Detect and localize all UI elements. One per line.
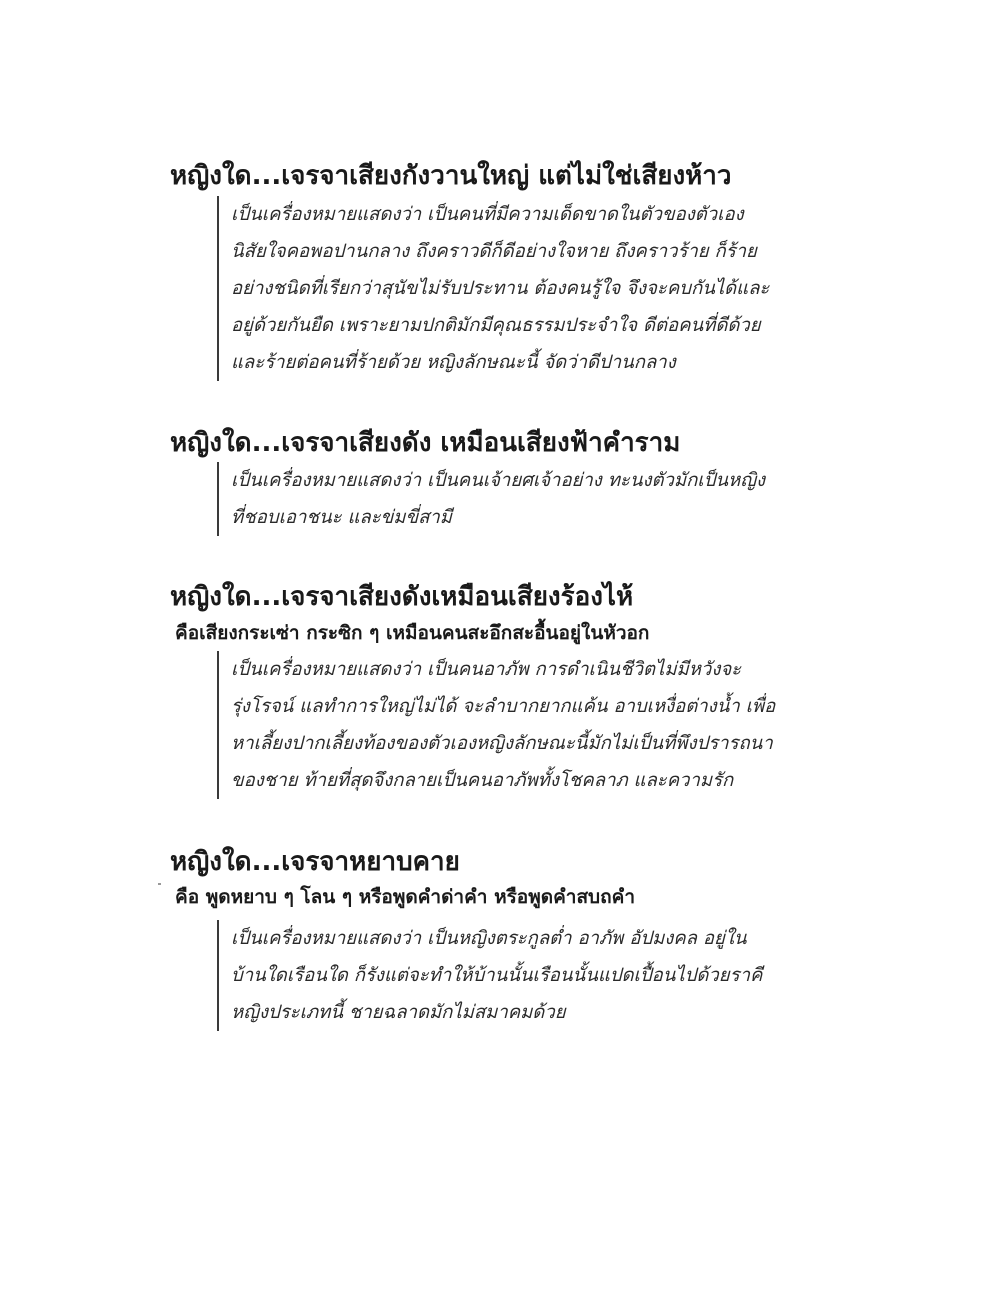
section-heading: หญิงใด...เจรจาหยาบคาย [170,847,460,877]
description-line: อยู่ด้วยกันยืด เพราะยามปกติมักมีคุณธรรมประจำใจ ดีต่อคนที่ดีด้วย [231,315,761,336]
section-description [217,651,775,799]
section-description [217,462,765,536]
description-line: เป็นเครื่องหมายแสดงว่า เป็นคนอาภัพ การดำเนินชีวิตไม่มีหวังจะ [231,659,742,680]
description-line: ที่ชอบเอาชนะ และข่มขี่สามี [231,507,453,528]
section-subheading: คือเสียงกระเซ่า กระซิก ๆ เหมือนคนสะอึกสะอื้นอยู่ในหัวอก [175,622,650,644]
section-description [217,196,769,381]
description-line: รุ่งโรจน์ แลทำการใหญ่ไม่ได้ จะลำบากยากแค้น อาบเหงื่อต่างน้ำ เพื่อ [231,696,776,717]
description-line: เป็นเครื่องหมายแสดงว่า เป็นคนเจ้ายศเจ้าอย่าง ทะนงตัวมักเป็นหญิง [231,470,766,491]
section-heading: หญิงใด...เจรจาเสียงดังเหมือนเสียงร้องไห้ [170,582,634,612]
description-line: นิสัยใจคอพอปานกลาง ถึงคราวดีก็ดีอย่างใจหาย ถึงคราวร้าย ก็ร้าย [231,241,757,262]
description-line: เป็นเครื่องหมายแสดงว่า เป็นหญิงตระกูลต่ำ อาภัพ อัปมงคล อยู่ใน [231,928,747,949]
section-subheading: คือ พูดหยาบ ๆ โลน ๆ หรือพูดคำด่าคำ หรือพูดคำสบถคำ [175,886,635,908]
section-heading: หญิงใด...เจรจาเสียงดัง เหมือนเสียงฟ้าคำราม [170,428,681,458]
description-line: ของชาย ท้ายที่สุดจึงกลายเป็นคนอาภัพทั้งโชคลาภ และความรัก [231,770,734,791]
section-heading: หญิงใด...เจรจาเสียงกังวานใหญ่ แต่ไม่ใช่เสียงห้าว [170,161,732,191]
description-line: และร้ายต่อคนที่ร้ายด้วย หญิงลักษณะนี้ จัดว่าดีปานกลาง [231,352,676,373]
description-line: อย่างชนิดที่เรียกว่าสุนัขไม่รับประทาน ต้องคนรู้ใจ จึงจะคบกันได้และ [231,278,770,299]
scan-speck [158,883,161,885]
section-description [217,920,762,1031]
description-line: หาเลี้ยงปากเลี้ยงท้องของตัวเองหญิงลักษณะนี้มักไม่เป็นที่พึงปรารถนา [231,733,773,754]
description-line: บ้านใดเรือนใด ก็รังแต่จะทำให้บ้านนั้นเรือนนั้นแปดเปื้อนไปด้วยราคี [231,965,763,986]
description-line: หญิงประเภทนี้ ชายฉลาดมักไม่สมาคมด้วย [231,1002,566,1023]
description-line: เป็นเครื่องหมายแสดงว่า เป็นคนที่มีความเด็ดขาดในตัวของตัวเอง [231,204,744,225]
